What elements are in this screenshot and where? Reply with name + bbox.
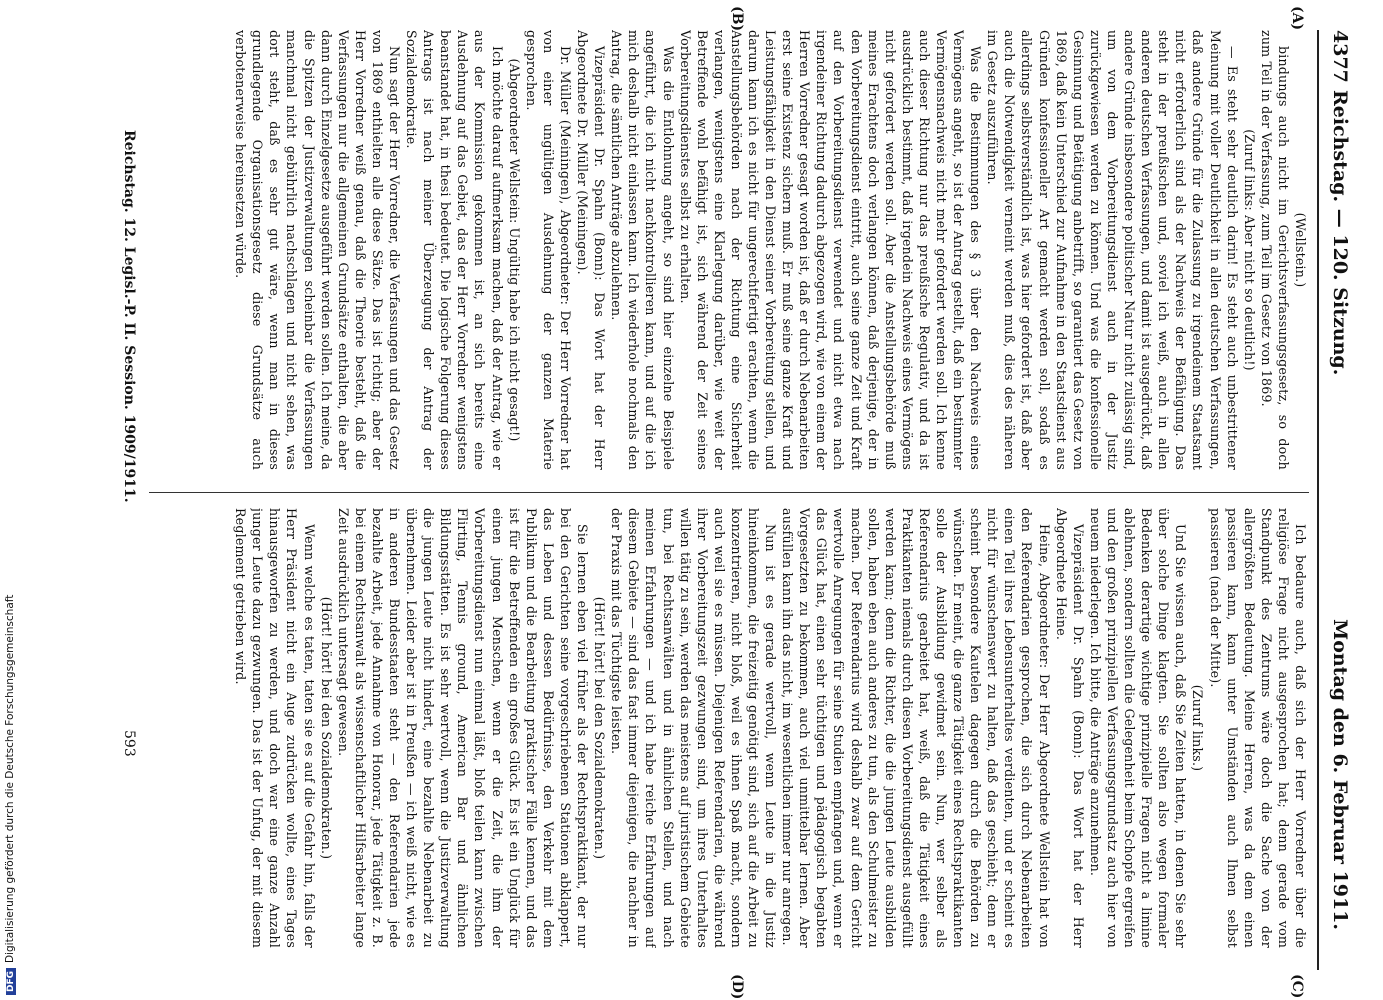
interjection: (Abgeordneter Wellstein: Ungültig habe ich nicht gesagt!): [506, 58, 522, 442]
margin-mark-c: (C): [1289, 974, 1305, 999]
paragraph: bindungs auch nicht im Gerichtsverfassungsgesetz, so doch zum Teil in der Verfassung, zum Teil im Gesetz von 1869.: [1258, 30, 1291, 470]
left-text-column: [149, 30, 1309, 470]
right-text-column: [149, 508, 1309, 948]
footer-session-info: Reichstag. 12. Legisl.-P. II. Session. 1909/1911.: [121, 130, 137, 503]
page-number: 4377: [1329, 30, 1351, 83]
dfg-logo-icon: DFG: [6, 968, 16, 995]
header-session: Reichstag. — 120. Sitzung.: [1329, 90, 1351, 376]
paragraph: Und Sie wissen auch, daß Sie Zeiten hatten, in denen Sie sehr über solche Dinge klagten. Sie sollten also wegen formaler Bedenken derartige wichtige prinzipielle Fragen nicht a limine ablehnen, sondern sollten die Gelegenheit beim Schopfe ergreifen und den großen prinzipiellen Verfassungsgrundsatz auch hier von neuem niederlegen. Ich bitte, die Anträge anzunehmen.: [1087, 508, 1189, 948]
header-date: Montag den 6. Februar 1911.: [1329, 619, 1351, 930]
digitization-credit: [4, 0, 18, 995]
paragraph: Ich bedaure auch, daß sich der Herr Vorredner über die religiöse Frage nicht ausgesprochen hat; denn gerade vom Standpunkt des Zentrums wäre doch die Sache von der allergrößten Bedeutung. Meine Herren, was da dem einen passieren kann, kann unter Umständen auch Ihnen selbst passieren (nach der Mitte).: [1207, 508, 1308, 948]
margin-mark-b: (B): [729, 6, 745, 32]
page-footer: [113, 30, 137, 970]
paragraph: Dr. Müller (Meiningen), Abgeordneter: Der Herr Vorredner hat von einer ungültigen Ausdehnung der ganzen Materie gesprochen.: [523, 30, 573, 470]
interjection: (Hört! hört! bei den Sozialdemokraten.): [592, 596, 608, 860]
interjection: (Hört! hört! bei den Sozialdemokraten.): [318, 596, 334, 860]
paragraph: Was die Entlohnung angeht, so sind hier einzelne Beispiele angeführt, die ich nicht nachkontrollieren kann, und auf die ich mich deshalb nicht einlassen kann. Ich wiederhole nochmals den Antrag, die sämtlichen Anträge abzulehnen.: [609, 30, 676, 470]
margin-mark-a: (A): [1289, 6, 1305, 31]
paragraph: Nun sagt der Herr Vorredner, die Verfassungen und das Gesetz von 1869 enthielten alle diese Sätze. Das ist richtig; aber der Herr Vorredner weiß genau, daß die Theorie besteht, daß die Verfassungen nur die allgemeinen Grundsätze enthalten, die aber dann durch Einzelgesetze ausgeführt werden sollen. Ich meine, da die Spitzen der Justizverwaltungen scheinbar die Verfassungen manchmal nicht gebührlich nachschlagen und nicht sehen, was dort steht, daß es sehr gut wäre, wenn man in dieses grundlegende Organisationsgesetz diese Grundsätze auch verbotenerweise hereinsetzen würde.: [233, 30, 403, 470]
paragraph: Vizepräsident Dr. Spahn (Bonn): Das Wort hat der Herr Abgeordnete Heine.: [1053, 508, 1086, 948]
paragraph: Nun ist es gerade wertvoll, wenn Leute in die Justiz hineinkommen, die freizeitig genötigt sind, sich auf die Arbeit zu konzentrieren, nicht bloß, weil es ihnen Spaß macht, sondern auch weil sie es müssen. Diejenigen Referendarien, die während ihrer Vorbereitungszeit gezwungen sind, um ihres Unterhaltes willen tätig zu sein, werden das meistens auf juristischem Gebiete tun, bei Rechtsanwälten und in ähnlichen Stellen, und nach meinen Erfahrungen — und ich habe reiche Erfahrungen auf diesem Gebiete — sind das fast immer diejenigen, die nachher in der Praxis mit das Tüchtigste leisten.: [609, 508, 779, 948]
paragraph: Vizepräsident Dr. Spahn (Bonn): Das Wort hat der Herr Abgeordnete Dr. Müller (Meiningen).: [575, 30, 608, 470]
paragraph: — Es steht sehr deutlich darin! Es steht auch unbestrittener Meinung mit voller Deutlichkeit in allen deutschen Verfassungen, daß andere Gründe für die Zulassung zu irgendeinem Staatsamt nicht erforderlich sind als der Nachweis der Befähigung. Das steht in der preußischen und, soviel ich weiß, auch in allen anderen deutschen Verfassungen, und damit ist ausgedrückt, daß andere Gründe insbesondere politischer Natur nicht zulässig sind, um von dem Vorbereitungsdienst auch in der Justiz zurückgewiesen werden zu können. Und was die konfessionelle Gesinnung und Betätigung anbetrifft, so garantiert das Gesetz von 1869, daß kein Unterschied zur Aufnahme in den Staatsdienst aus Gründen konfessioneller Art gemacht werden soll, sodaß es allerdings selbstverständlich ist, was hier gefordert ist, daß aber auch die Notwendigkeit verneint werden muß, dies des näheren im Gesetz auszuführen.: [985, 30, 1240, 470]
speaker-name: (Wellstein.): [1293, 212, 1308, 288]
page-header: [1321, 30, 1355, 970]
paragraph: Wenn welche es taten, taten sie es auf die Gefahr hin, falls der Herr Präsident nicht ein Auge zudrücken wollte, eines Tages hinausgeworfen zu werden, und doch war eine ganze Anzahl junger Leute dazu gezwungen. Das ist der Unfug, der mit diesem Reglement getrieben wird.: [233, 508, 317, 948]
paragraph: Was die Bestimmungen des § 3 über den Nachweis eines Vermögens angeht, so ist der Antrag gestellt, daß ein bestimmter Vermögensnachweis nicht mehr gefordert werden soll. Ich kenne auch dieser Richtung nur das preußische Regulativ, und da ist ausdrücklich bestimmt, daß irgendein Nachweis eines Vermögens nicht gefordert werden soll. Aber die Anstellungsbehörde muß meines Erachtens doch verlangen können, daß derjenige, der in den Vorbereitungsdienst eintritt, auch seine ganze Zeit und Kraft auf den Vorbereitungsdienst verwendet und nicht etwa nach irgendeiner Richtung dadurch abgezogen wird, wie von einem der Herren Vorredner gesagt worden ist, daß er durch Nebenarbeiten erst seine Existenz sichern muß. Er muß seine ganze Kraft und Leistungsfähigkeit in den Dienst seiner Vorbereitung stellen, und darum kann ich es nicht für ungerechtfertigt erachten, wenn die Anstellungsbehörden nach der Richtung eine Sicherheit verlangen, wenigstens eine Klarlegung darüber, wie weit der Betreffende wohl befähigt ist, sich während der Zeit seines Vorbereitungsdienstes selbst zu erhalten.: [677, 30, 984, 470]
paragraph: Ich möchte darauf aufmerksam machen, daß der Antrag, wie er aus der Kommission gekommen ist, an sich bereits eine Ausdehnung auf das Gebiet, das der Herr Vorredner wenigstens beanstandet hat, in thesi bedeutet. Die logische Folgerung dieses Antrags ist nach meiner Überzeugung der Antrag der Sozialdemokratie.: [404, 30, 505, 470]
footer-page-number: 593: [121, 730, 137, 757]
credit-text: Digitalisierung gefördert durch die Deutsche Forschungsgemeinschaft: [4, 594, 16, 963]
rotated-sheet: [55, 6, 1355, 1000]
paragraph: Sie lernen eben viel früher als der Rechtspraktikant, der nur bei den Gerichten seine vorgeschriebenen Stationen abklappert, das Leben und dessen Bedürfnisse, den Verkehr mit dem Publikum und die Bearbeitung praktischer Fälle kennen, und das ist für die Betreffenden ein großes Glück. Es ist ein Unglück für einen jungen Menschen, wenn er die Zeit, die ihm der Vorbereitungsdienst nun einmal läßt, bloß teilen kann zwischen Flirting, Tennis ground, American Bar und ähnlichen Bildungsstätten. Es ist sehr wertvoll, wenn die Justizverwaltung die jungen Leute nicht hindert, eine bezahlte Nebenarbeit zu übernehmen. Leider aber ist in Preußen — ich weiß nicht, wie es in anderen Bundesstaaten steht — den Referendarien jede bezahlte Arbeit, jede Annahme von Honorar, jede Tätigkeit z. B. bei einem Rechtsanwalt als wissenschaftlicher Hilfsarbeiter lange Zeit ausdrücklich untersagt gewesen.: [335, 508, 591, 948]
header-rule: [1317, 30, 1319, 970]
column-separator: [149, 492, 1309, 493]
paragraph: Heine, Abgeordneter: Der Herr Abgeordnete Wellstein hat von den Referendarien gesprochen, die sich durch Nebenarbeiten einen Teil ihres Lebensunterhaltes verdienten, und er scheint es nicht für wünschenswert zu halten, daß das geschieht; denn er scheint besondere Kautelen dagegen durch die Behörden zu wünschen. Er meint, die ganze Tätigkeit eines Rechtspraktikanten solle der Ausbildung gewidmet sein. Nun, wer selber als Referendarius gearbeitet hat, weiß, daß die Tätigkeit eines Praktikanten niemals durch diesen Vorbereitungsdienst ausgefüllt werden kann; denn die Richter, die die jungen Leute ausbilden sollen, haben eben auch anderes zu tun, als den Schulmeister zu machen. Der Referendarius wird deshalb zwar auf dem Gericht wertvolle Anregungen für seine Studien empfangen und, wenn er das Glück hat, einen sehr tüchtigen und pädagogisch begabten Vorgesetzten zu bekommen, auch viel unmittelbar lernen. Aber ausfüllen kann ihn das nicht, im wesentlichen immer nur anregen.: [780, 508, 1052, 948]
margin-mark-d: (D): [729, 974, 745, 1000]
interjection: (Zuruf links.): [1190, 684, 1206, 772]
interjection: (Zuruf links: Aber nicht so deutlich!): [1241, 129, 1257, 371]
